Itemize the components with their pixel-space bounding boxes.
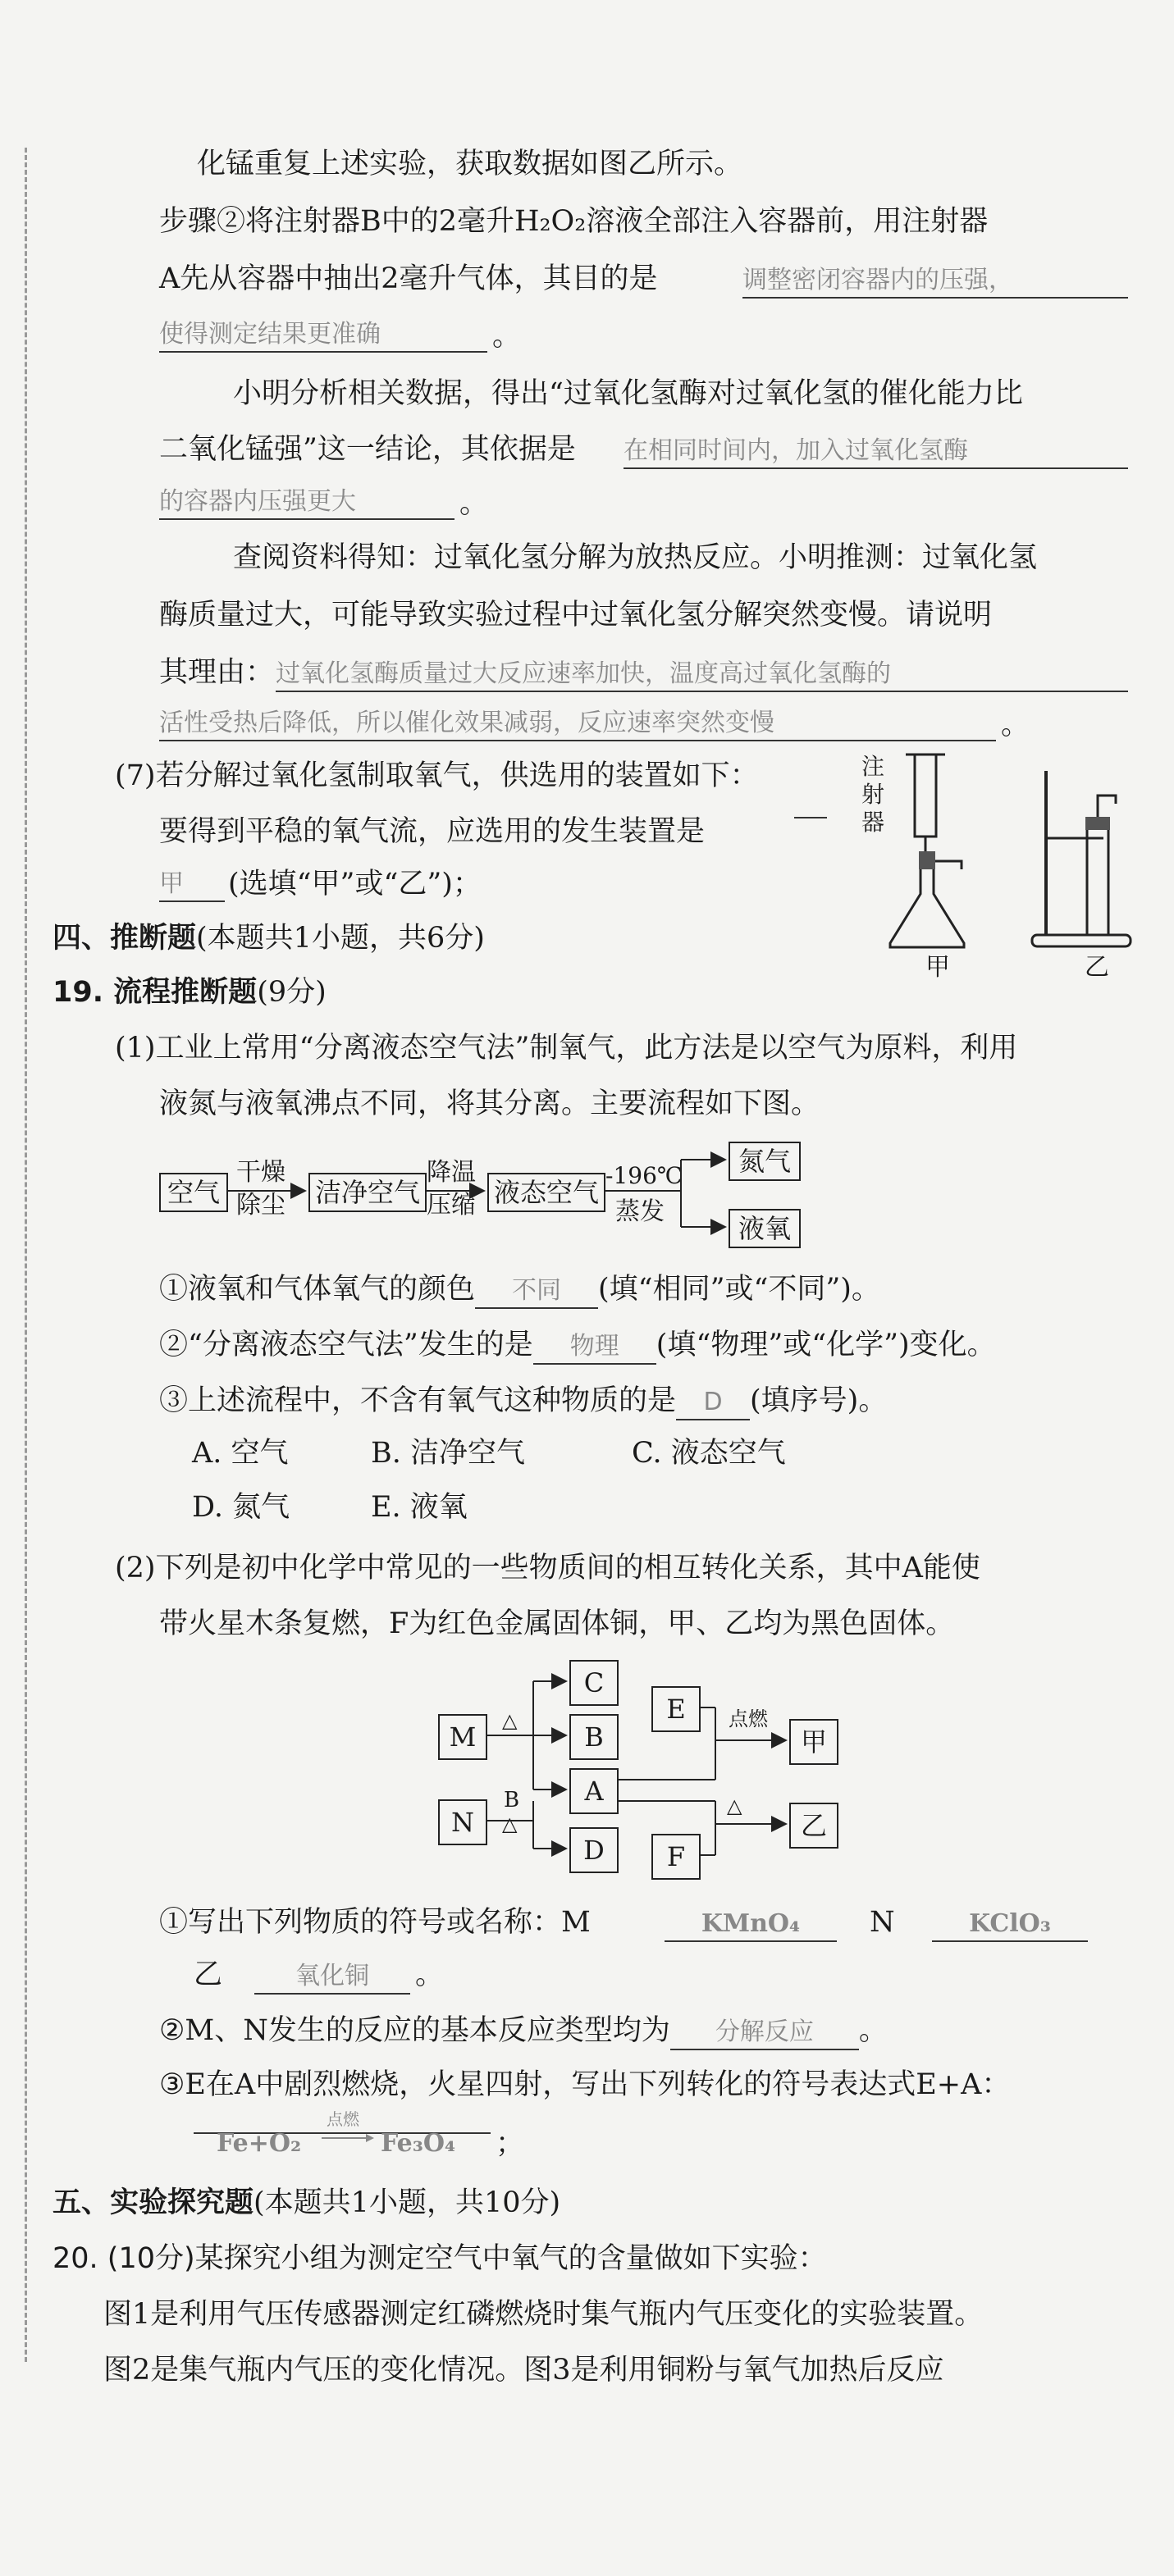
sub-question: (填“物理”或“化学”)变化。 — [656, 1329, 996, 1361]
catalyst-label: B — [504, 1788, 520, 1812]
text-line: 。 — [415, 1958, 445, 1991]
node-M: M — [438, 1714, 487, 1760]
ignite-label: 点燃 — [729, 1707, 768, 1730]
text-line: 步骤②将注射器B中的2毫升H₂O₂溶液全部注入容器前，用注射器 — [159, 205, 989, 238]
flow-step: 压缩 — [427, 1191, 476, 1220]
text-line: 。 — [492, 320, 522, 353]
node-yi: 乙 — [789, 1803, 838, 1849]
text-line: ； — [496, 2127, 525, 2160]
syringe-label: 注射器 — [861, 753, 885, 836]
section-title: 五、实验探究题 — [53, 2186, 254, 2219]
eq-condition: 点燃 — [327, 2109, 359, 2129]
text-line — [159, 1903, 591, 1942]
answer-blank[interactable]: KMnO₄ — [665, 1908, 837, 1942]
flow-step: 降温 — [427, 1158, 476, 1187]
node-A: A — [569, 1768, 619, 1814]
text-line: 液氮与液氧沸点不同，将其分离。主要流程如下图。 — [159, 1087, 820, 1120]
text-line: (2)下列是初中化学中常见的一些物质间的相互转化关系，其中A能使 — [115, 1552, 980, 1584]
eq-right: Fe₃O₄ — [381, 2129, 456, 2158]
flow-box-nitrogen: 氮气 — [729, 1142, 801, 1181]
sub-question: ②“分离液态空气法”发生的是 — [159, 1329, 533, 1361]
flow-box-liquid-air: 液态空气 — [487, 1173, 605, 1212]
section-heading — [53, 2183, 560, 2223]
node-N: N — [438, 1799, 487, 1845]
answer-blank[interactable]: 分解反应 — [670, 2016, 859, 2050]
text-line: (7)若分解过氧化氢制取氧气，供选用的装置如下： — [115, 759, 759, 792]
heat-symbol: △ — [502, 1812, 518, 1835]
text-line: 20. (10分)某探究小组为测定空气中氧气的含量做如下实验： — [53, 2242, 827, 2275]
text-line: 。 — [459, 487, 489, 520]
text-line: 。 — [1001, 709, 1030, 741]
text-line: 要得到平稳的氧气流，应选用的发生装置是 — [159, 815, 706, 848]
sub-question: ③上述流程中，不含有氧气这种物质的是 — [159, 1384, 677, 1417]
flow-step: 蒸发 — [615, 1197, 665, 1226]
heat-symbol: △ — [502, 1709, 518, 1732]
eq-arrow — [320, 2132, 377, 2144]
answer-blank[interactable]: 在相同时间内，加入过氧化氢酶 — [624, 435, 1128, 469]
flow-box-air: 空气 — [159, 1173, 228, 1212]
node-F: F — [651, 1834, 701, 1880]
section-note: (本题共1小题，共10分) — [254, 2186, 561, 2219]
option: C. 液态空气 — [632, 1437, 786, 1470]
text-line: 查阅资料得知：过氧化氢分解为放热反应。小明推测：过氧化氢 — [233, 541, 1038, 574]
text-line: (1)工业上常用“分离液态空气法”制氧气，此方法是以空气为原料，利用 — [115, 1032, 1018, 1065]
text-line: A先从容器中抽出2毫升气体，其目的是 — [159, 262, 658, 295]
section-note: (本题共1小题，共6分) — [196, 922, 485, 955]
sub-question: ①液氧和气体氧气的颜色 — [159, 1273, 476, 1306]
node-D: D — [569, 1827, 619, 1873]
flow-step: -196℃ — [605, 1162, 683, 1189]
text-line: ③E在A中剧烈燃烧，火星四射，写出下列转化的符号表达式E+A： — [159, 2068, 1011, 2101]
answer-blank[interactable]: 不同 — [475, 1274, 598, 1309]
node-B: B — [569, 1714, 619, 1760]
eq-left: Fe+O₂ — [217, 2129, 302, 2158]
node-jia: 甲 — [789, 1719, 838, 1765]
sub-question: 。 — [858, 2014, 888, 2047]
text-line: 酶质量过大，可能导致实验过程中过氧化氢分解突然变慢。请说明 — [159, 599, 993, 631]
sub-question: (填“相同”或“不同”)。 — [598, 1273, 880, 1306]
section-title: 四、推断题 — [53, 922, 197, 955]
answer-blank[interactable]: 使得测定结果更准确 — [159, 318, 487, 353]
text-line: (选填“甲”或“乙”)； — [228, 868, 482, 900]
node-E: E — [651, 1686, 701, 1732]
answer-blank[interactable]: D — [676, 1386, 750, 1420]
text-line: 图2是集气瓶内气压的变化情况。图3是利用铜粉与氧气加热后反应 — [103, 2354, 944, 2387]
text-line: 小明分析相关数据，得出“过氧化氢酶对过氧化氢的催化能力比 — [233, 377, 1023, 410]
answer-blank[interactable]: 的容器内压强更大 — [159, 486, 455, 520]
text-line: N — [870, 1906, 895, 1939]
node-C: C — [569, 1660, 619, 1706]
flow-step: 干燥 — [236, 1158, 286, 1187]
sub-question: ②M、N发生的反应的基本反应类型均为 — [159, 2014, 670, 2047]
text-line: 化锰重复上述实验，获取数据如图乙所示。 — [197, 148, 743, 180]
question-score: (9分) — [257, 976, 327, 1009]
answer-blank[interactable]: 调整密闭容器内的压强， — [742, 264, 1128, 299]
heat-symbol: △ — [727, 1794, 742, 1817]
answer-blank[interactable]: 过氧化氢酶质量过大反应速率加快，温度高过氧化氢酶的 — [276, 658, 1128, 692]
text-line: 带火星木条复燃，F为红色金属固体铜，甲、乙均为黑色固体。 — [159, 1607, 955, 1640]
flow-step: 除尘 — [236, 1191, 286, 1220]
text-line: 图1是利用气压传感器测定红磷燃烧时集气瓶内气压变化的实验装置。 — [103, 2298, 984, 2331]
text-line — [159, 2011, 888, 2050]
text-line: 其理由： — [159, 656, 275, 689]
flow-box-clean-air: 洁净空气 — [308, 1173, 427, 1212]
question-title: 19. 流程推断题 — [53, 976, 258, 1009]
label-yi: 乙 — [1085, 953, 1109, 982]
text-line: 乙 — [194, 1958, 223, 1991]
option: A. 空气 — [192, 1437, 289, 1470]
sub-question: (填序号)。 — [750, 1384, 888, 1417]
sub-question: ①写出下列物质的符号或名称：M — [159, 1906, 591, 1939]
option: B. 洁净空气 — [371, 1437, 525, 1470]
answer-blank[interactable]: 氧化铜 — [254, 1960, 410, 1995]
answer-blank[interactable]: 甲 — [159, 868, 225, 902]
flow-box-liquid-oxygen: 液氧 — [729, 1209, 801, 1248]
text-line: 二氧化锰强”这一结论，其依据是 — [159, 433, 576, 466]
answer-blank[interactable]: 活性受热后降低，所以催化效果减弱，反应速率突然变慢 — [159, 707, 996, 741]
answer-blank[interactable]: 物理 — [533, 1330, 656, 1365]
answer-blank[interactable]: KClO₃ — [932, 1908, 1088, 1942]
option: E. 液氧 — [371, 1491, 468, 1524]
option: D. 氮气 — [192, 1491, 290, 1524]
label-jia: 甲 — [925, 953, 950, 982]
